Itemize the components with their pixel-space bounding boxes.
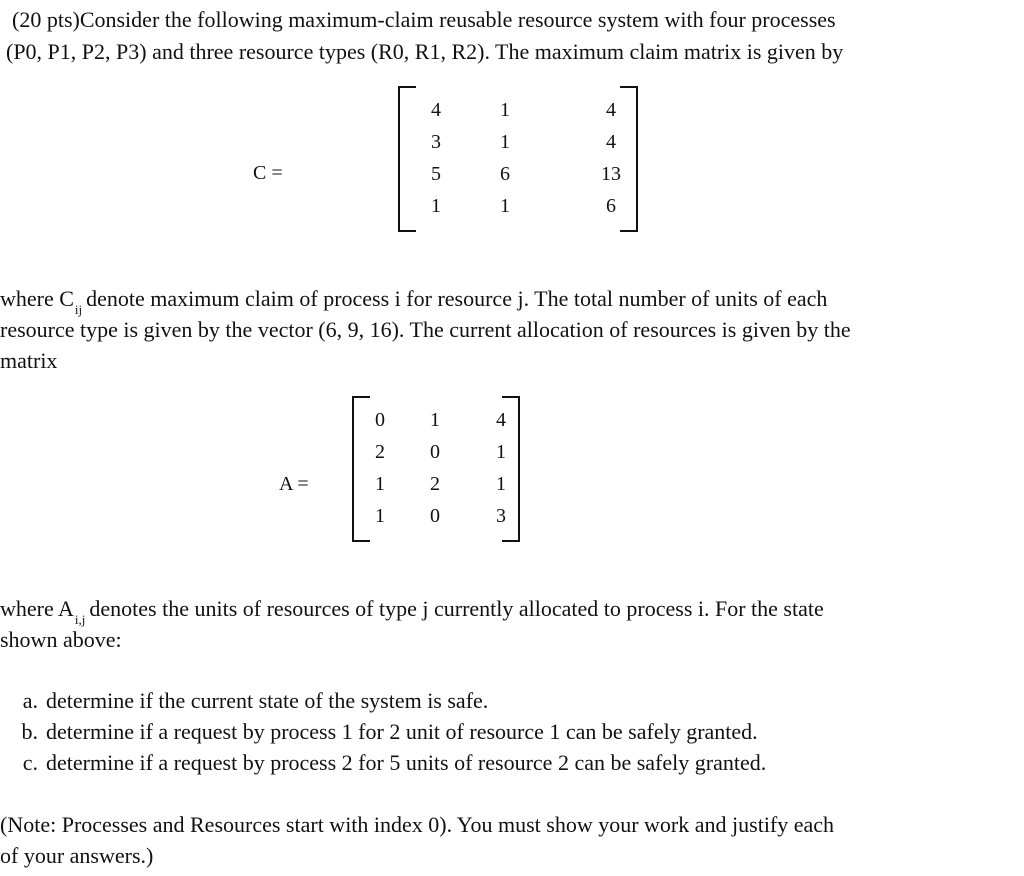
para-c-line-1	[0, 285, 827, 316]
matrix-c-cell: 1	[500, 195, 510, 217]
matrix-a-cell: 1	[496, 473, 506, 495]
matrix-a-cell: 2	[375, 441, 385, 463]
matrix-c-cell: 4	[606, 131, 616, 153]
para-c-line-1-pre: where C	[0, 286, 74, 311]
matrix-c-cell: 1	[431, 195, 441, 217]
para-c-line-1-sub: ij	[74, 302, 83, 317]
para-c-line-2: resource type is given by the vector (6, 9, 16). The current allocation of resources is given by the	[0, 317, 851, 342]
para-a-line-1-post: denotes the units of resources of type j currently allocated to process i. For the state	[89, 596, 824, 621]
list-marker: c.	[22, 750, 38, 775]
matrix-a-cell: 0	[430, 441, 440, 463]
matrix-a-cell: 1	[375, 473, 385, 495]
question-text: determine if the current state of the system is safe.	[46, 688, 489, 713]
matrix-a-cell: 2	[430, 473, 440, 495]
matrix-c-cell: 3	[431, 131, 441, 153]
matrix-a-cell: 1	[496, 441, 506, 463]
matrix-c-left-bracket	[398, 86, 416, 232]
matrix-a-cell: 0	[430, 505, 440, 527]
matrix-c-cell: 13	[601, 163, 621, 185]
note-line-2: of your answers.)	[0, 843, 154, 868]
question-b	[0, 718, 758, 746]
para-a-line-2: shown above:	[0, 627, 122, 652]
matrix-a-cell: 1	[430, 409, 440, 431]
matrix-c-cell: 1	[500, 99, 510, 121]
question-text: determine if a request by process 2 for 5 units of resource 2 can be safely granted.	[46, 750, 767, 775]
intro-line-2: (P0, P1, P2, P3) and three resource types (R0, R1, R2). The maximum claim matrix is given by	[6, 39, 844, 64]
matrix-a	[352, 396, 520, 542]
matrix-c-label: C =	[253, 162, 283, 184]
matrix-a-cell: 4	[496, 409, 506, 431]
question-c	[0, 749, 766, 777]
matrix-c-cell: 4	[606, 99, 616, 121]
note-line-1: (Note: Processes and Resources start with index 0). You must show your work and justify each	[0, 812, 835, 837]
para-a-line-1-pre: where A	[0, 596, 74, 621]
para-a-line-1	[0, 595, 824, 626]
matrix-a-label: A =	[279, 473, 309, 495]
matrix-a-cell: 3	[496, 505, 506, 527]
matrix-a-cell: 0	[375, 409, 385, 431]
matrix-c-cell: 6	[606, 195, 616, 217]
list-marker: b.	[21, 719, 38, 744]
matrix-c-cell: 6	[500, 163, 510, 185]
question-a	[0, 687, 488, 715]
para-c-line-1-post: denote maximum claim of process i for resource j. The total number of units of each	[86, 286, 828, 311]
matrix-c-cell: 1	[500, 131, 510, 153]
list-marker: a.	[22, 688, 38, 713]
matrix-c	[398, 86, 638, 232]
matrix-a-cell: 1	[375, 505, 385, 527]
para-c-line-3: matrix	[0, 348, 58, 373]
intro-line-1: (20 pts)Consider the following maximum-claim reusable resource system with four processes	[12, 7, 836, 32]
matrix-c-cell: 4	[431, 99, 441, 121]
matrix-c-cell: 5	[431, 163, 441, 185]
question-text: determine if a request by process 1 for 2 unit of resource 1 can be safely granted.	[46, 719, 758, 744]
para-a-line-1-sub: i,j	[74, 612, 86, 627]
